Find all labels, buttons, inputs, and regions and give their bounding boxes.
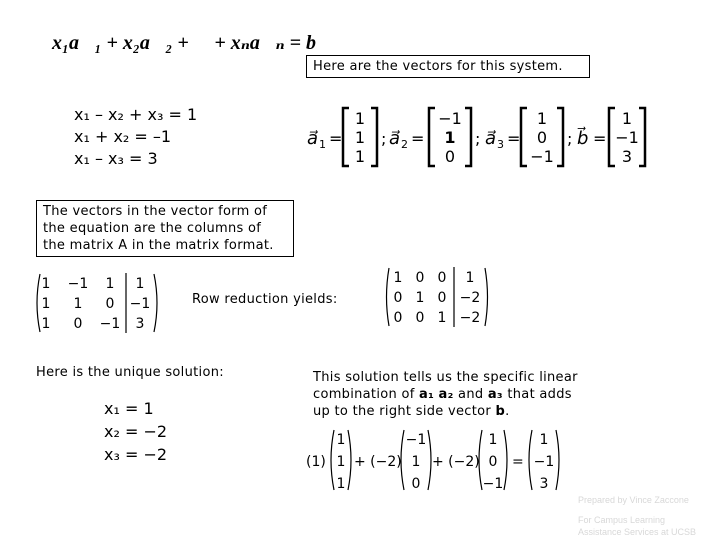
equation-row-3: x₁ – x₃ = 3 xyxy=(74,149,158,168)
aug-m11: 1 xyxy=(73,296,83,312)
svg-text:;: ; xyxy=(475,129,481,148)
red-m01: 0 xyxy=(415,270,425,286)
aug-r0: 1 xyxy=(135,276,145,292)
red-m21: 0 xyxy=(415,310,425,326)
equation-row-2: x₁ + x₂ = –1 xyxy=(74,127,172,146)
system-of-equations xyxy=(74,104,197,170)
vectors-note: Here are the vectors for this system. xyxy=(306,55,590,78)
svg-text:;: ; xyxy=(381,129,387,148)
vector-a2-label: a⃗ xyxy=(389,128,401,149)
explanation-line-1: This solution tells us the specific linear xyxy=(313,370,578,385)
svg-text:;: ; xyxy=(567,129,573,148)
combo-coef-3: + (−2) xyxy=(432,454,480,470)
combo-v1-2: 1 xyxy=(336,476,346,492)
combo-v3-2: −1 xyxy=(482,476,504,492)
solution xyxy=(104,397,167,466)
aug-m01: −1 xyxy=(67,276,89,292)
explanation-line-3: up to the right side vector b. xyxy=(313,404,510,419)
svg-text:=: = xyxy=(411,129,425,148)
augmented-matrix xyxy=(34,270,164,336)
vector-a1-v2: 1 xyxy=(354,147,366,166)
vector-a1-label: a⃗ xyxy=(307,128,319,149)
combo-v1-1: 1 xyxy=(336,454,346,470)
combo-r-0: 1 xyxy=(539,432,549,448)
columns-note: The vectors in the vector form of the equation are the columns of the matrix A in the matrix format. xyxy=(36,200,294,257)
combo-coef-1: (1) xyxy=(306,454,326,470)
footer-line-1: Prepared by Vince Zaccone xyxy=(578,495,689,505)
combo-v2-0: −1 xyxy=(405,432,427,448)
aug-r1: −1 xyxy=(129,296,151,312)
red-m11: 1 xyxy=(415,290,425,306)
a1-ref: a₁ xyxy=(419,387,435,402)
vector-a2-v2: 0 xyxy=(444,147,456,166)
linear-combination xyxy=(304,426,564,494)
equation-row-1: x₁ – x₂ + x₃ = 1 xyxy=(74,105,198,124)
svg-text:=: = xyxy=(507,129,521,148)
red-r1: −2 xyxy=(459,290,481,306)
aug-m21: 0 xyxy=(73,316,83,332)
explanation-line-2: combination of a₁ a₂ and a₃ that adds xyxy=(313,387,572,402)
svg-text:=: = xyxy=(593,129,607,148)
reduced-matrix xyxy=(384,264,494,330)
vector-b-label: b⃗ xyxy=(577,128,589,149)
footer-line-3: Assistance Services at UCSB xyxy=(578,527,697,537)
aug-m12: 0 xyxy=(105,296,115,312)
aug-m22: −1 xyxy=(99,316,121,332)
red-m10: 0 xyxy=(393,290,403,306)
row-reduction-label: Row reduction yields: xyxy=(192,292,338,307)
vector-a3-label: a⃗ xyxy=(485,128,497,149)
vector-a1-v0: 1 xyxy=(354,109,366,128)
vector-a2-v1: 1 xyxy=(444,128,456,147)
combo-v3-1: 0 xyxy=(488,454,498,470)
vector-b-v2: 3 xyxy=(621,147,633,166)
b-ref: b xyxy=(495,404,506,419)
red-r2: −2 xyxy=(459,310,481,326)
vector-a3-v2: −1 xyxy=(530,147,554,166)
a2-ref: a₂ xyxy=(438,387,454,402)
combo-r-2: 3 xyxy=(539,476,549,492)
explanation xyxy=(313,369,613,420)
vector-a3-sub: 3 xyxy=(497,138,504,151)
a3-ref: a₃ xyxy=(487,387,503,402)
solution-x2: x₂ = −2 xyxy=(104,422,168,441)
aug-m02: 1 xyxy=(105,276,115,292)
solution-x1: x₁ = 1 xyxy=(104,399,154,418)
combo-v2-1: 1 xyxy=(411,454,421,470)
combo-equals: = xyxy=(512,454,524,470)
unique-solution-label: Here is the unique solution: xyxy=(36,365,224,380)
red-m02: 0 xyxy=(437,270,447,286)
combo-v3-0: 1 xyxy=(488,432,498,448)
footer-credit xyxy=(578,494,716,538)
vector-b-v0: 1 xyxy=(621,109,633,128)
vector-b-v1: −1 xyxy=(615,128,639,147)
solution-x3: x₃ = −2 xyxy=(104,445,168,464)
vector-a1-sub: 1 xyxy=(319,138,326,151)
vector-a2-v0: −1 xyxy=(438,109,462,128)
aug-m20: 1 xyxy=(41,316,51,332)
combo-coef-2: + (−2) xyxy=(354,454,402,470)
red-m22: 1 xyxy=(437,310,447,326)
combo-r-1: −1 xyxy=(533,454,555,470)
svg-text:=: = xyxy=(329,129,343,148)
aug-r2: 3 xyxy=(135,316,145,332)
footer-line-2: For Campus Learning xyxy=(578,515,666,525)
vector-a1-v1: 1 xyxy=(354,128,366,147)
aug-m00: 1 xyxy=(41,276,51,292)
combo-v1-0: 1 xyxy=(336,432,346,448)
combo-v2-2: 0 xyxy=(411,476,421,492)
vector-a3-v0: 1 xyxy=(536,109,548,128)
red-r0: 1 xyxy=(465,270,475,286)
red-m00: 1 xyxy=(393,270,403,286)
vector-a2-sub: 2 xyxy=(401,138,408,151)
column-vectors xyxy=(305,104,650,170)
vector-a3-v1: 0 xyxy=(536,128,548,147)
aug-m10: 1 xyxy=(41,296,51,312)
vector-form-equation: x₁a⃗₁ + x₂a⃗₂ + ⋯ + xₙa⃗ₙ = b⃗ xyxy=(52,32,332,54)
red-m20: 0 xyxy=(393,310,403,326)
red-m12: 0 xyxy=(437,290,447,306)
